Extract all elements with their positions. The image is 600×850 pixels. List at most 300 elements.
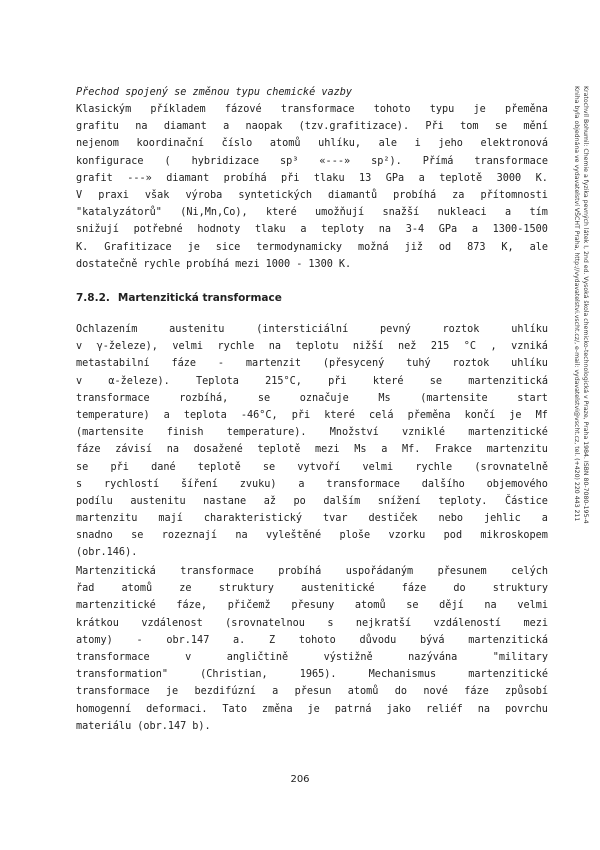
word: GPa [438, 224, 458, 236]
word: elektronová [480, 138, 548, 150]
text-line [76, 615, 548, 632]
text-line [76, 563, 548, 580]
word: se [494, 121, 508, 133]
word: K, [501, 241, 514, 253]
word: diamantů [328, 189, 378, 201]
word: i [414, 138, 421, 150]
word: nové [423, 686, 448, 698]
text-line [76, 424, 548, 441]
word: způsobí [505, 686, 548, 698]
word: transformace [326, 478, 400, 490]
word: 215°C, [265, 375, 302, 387]
word: transformace [474, 155, 548, 167]
word: fáze [401, 583, 427, 595]
word: dalším [323, 495, 361, 507]
word: důvodu [359, 634, 397, 646]
word: atomy) [76, 634, 113, 646]
word: do [453, 583, 466, 595]
word: potřebné [133, 224, 183, 236]
word: typu [429, 104, 455, 115]
word: celých [511, 566, 548, 577]
word: je [187, 241, 200, 253]
word: mezi [523, 617, 548, 629]
word: podílu [76, 495, 113, 507]
word: se [76, 461, 89, 473]
word: celá [368, 409, 394, 421]
page-number: 206 [290, 774, 310, 785]
paragraph-martensite-mechanism [76, 563, 548, 735]
word: tuhý [406, 358, 431, 370]
word: temperature) [76, 409, 150, 421]
text-line [76, 153, 548, 170]
word: rychle [415, 461, 453, 473]
word: je [165, 686, 179, 698]
text-line [76, 338, 548, 355]
word: teplotě [439, 172, 483, 184]
word: - [136, 634, 143, 646]
word: nejenom [76, 138, 119, 150]
word: finish [166, 427, 204, 439]
word: snažší [382, 207, 420, 219]
word: (Ni,Mn,Co), [180, 207, 248, 219]
text-line [76, 683, 548, 700]
word: diamant [163, 121, 207, 133]
word: K. [535, 172, 548, 184]
text-line [76, 718, 548, 735]
text-line [76, 239, 548, 256]
word: s [76, 478, 83, 490]
word: Mf. [402, 444, 421, 456]
word: 1965). [299, 669, 337, 681]
word: mají [158, 513, 183, 525]
word: vyleštěné [265, 530, 322, 542]
word: závisí [115, 444, 153, 456]
text-line [76, 187, 548, 204]
word: martenzitu [76, 513, 138, 525]
word: nukleaci [437, 207, 487, 219]
word: sice [215, 241, 241, 253]
word: (Christian, [200, 669, 268, 681]
word: a [163, 409, 170, 421]
word: (obr.147 [137, 720, 187, 732]
word: teploty. [438, 495, 488, 507]
word: teploty [321, 224, 365, 236]
text-line [76, 321, 548, 338]
word: výstižně [323, 651, 373, 663]
text-line [76, 544, 548, 561]
word: Klasickým [76, 104, 132, 115]
text-line [76, 135, 548, 152]
word: hybridizace [191, 155, 260, 167]
word: transformace [280, 104, 355, 115]
word: uhlíku, [318, 138, 362, 150]
word: naopak [245, 121, 283, 133]
word: austenitu [169, 324, 225, 335]
word: b). [192, 720, 211, 732]
word: Tato [222, 703, 247, 715]
word: velmi [362, 461, 394, 473]
word: sp³ [280, 155, 299, 167]
word: fáze [171, 358, 196, 370]
word: a [223, 121, 230, 133]
word: Z [269, 634, 276, 646]
word: patrná [334, 703, 372, 715]
word: GPa [385, 172, 405, 184]
word: již [404, 241, 423, 253]
word: ---» [127, 172, 152, 184]
word: transformace [76, 392, 150, 404]
word: K. [338, 258, 352, 270]
word: rychle [143, 258, 181, 270]
word: do [394, 686, 408, 698]
word: je [473, 104, 486, 115]
word: snížení [377, 495, 421, 507]
word: a [300, 224, 307, 236]
word: V [76, 189, 83, 201]
word: snižují [76, 224, 119, 236]
word: uhlíku [511, 324, 548, 335]
word: změna [261, 703, 293, 715]
word: od [438, 241, 452, 253]
word: vzdáleností [433, 617, 502, 629]
word: "katalyzátorů" [76, 207, 162, 219]
section-heading-text: Martenzitická transformace [117, 292, 282, 304]
section-heading-number: 7.8.2. [76, 292, 110, 304]
word: a [471, 224, 478, 236]
word: a [541, 513, 548, 525]
text-line [76, 459, 548, 476]
word: (martensite [76, 427, 144, 439]
word: na [235, 530, 248, 542]
word: praxi [98, 189, 129, 201]
text-line [76, 510, 548, 527]
word: teplotu [295, 341, 339, 353]
word: "military [492, 651, 548, 663]
word: austenitu [130, 495, 186, 507]
word: než [398, 341, 417, 353]
text-line [76, 476, 548, 493]
side-publication-note [566, 86, 594, 726]
word: na [135, 121, 148, 133]
section-title-block [76, 84, 548, 101]
word: -46°C, [240, 409, 278, 421]
word: rozeznají [161, 530, 217, 542]
word: Frakce [435, 444, 472, 456]
text-line [76, 597, 548, 614]
word: (obr.146). [76, 547, 138, 559]
word: s [327, 617, 334, 629]
word: jehlic [484, 513, 521, 525]
word: se [429, 375, 442, 387]
word: pod [443, 530, 463, 542]
word: přesun [294, 686, 332, 698]
word: °C [463, 341, 477, 353]
word: (tzv.grafitizace). [298, 121, 410, 133]
word: (srovnatelnou [225, 617, 305, 629]
word: při [291, 409, 311, 421]
word: teplotě [197, 461, 241, 473]
word: nebo [438, 513, 464, 525]
word: struktury [218, 583, 274, 595]
word: (přesycený [322, 358, 385, 370]
word: (srovnatelně [474, 461, 548, 473]
word: ( [164, 155, 171, 167]
word: při [110, 461, 129, 473]
word: dosažené [193, 444, 243, 456]
word: krátkou [76, 617, 119, 629]
word: materiálu [76, 720, 132, 732]
word: bývá [419, 634, 445, 646]
word: přičemž [227, 600, 271, 612]
word: dějí [439, 600, 464, 612]
word: α-železe). [108, 375, 170, 387]
text-line [76, 101, 548, 118]
paragraph-graphite-diamond [76, 101, 548, 273]
word: mění [523, 121, 548, 133]
word: výroba [185, 189, 223, 201]
word: se [131, 530, 144, 542]
word: vzorku [388, 530, 426, 542]
word: Ochlazením [76, 324, 138, 335]
word: Ms [378, 392, 391, 404]
word: 1000 [265, 258, 291, 270]
word: Martenzitická [76, 566, 156, 577]
word: velmi [517, 600, 548, 612]
word: tohoto [298, 634, 336, 646]
word: nastane [203, 495, 247, 507]
word: řad [76, 583, 95, 595]
word: označuje [299, 392, 349, 404]
text-line [76, 256, 548, 273]
word: ze [179, 583, 192, 595]
word: mezi [315, 444, 340, 456]
word: - [296, 258, 303, 270]
word: tohoto [373, 104, 411, 115]
word: a [381, 444, 388, 456]
word: - [217, 358, 224, 370]
word: transformation" [76, 669, 169, 681]
word: homogenní [76, 703, 132, 715]
word: diamant [166, 172, 210, 184]
word: za [452, 189, 465, 201]
word: grafitu [76, 121, 119, 133]
word: destiček [368, 513, 418, 525]
word: martenzitická [468, 634, 548, 646]
text-line [76, 407, 548, 424]
word: které [266, 207, 297, 219]
word: které [324, 409, 355, 421]
text-line [76, 649, 548, 666]
word: ploše [339, 530, 371, 542]
word: probíhá [186, 258, 230, 270]
word: koordinační [136, 138, 204, 150]
text-line [76, 118, 548, 135]
word: 3000 [496, 172, 522, 184]
word: uspořádaným [345, 566, 414, 577]
word: rychle [217, 341, 255, 353]
word: je [307, 703, 320, 715]
word: Teplota [195, 375, 239, 387]
text-line [76, 221, 548, 238]
word: charakteristický [203, 513, 302, 525]
word: pevný [380, 324, 411, 335]
text-line [76, 355, 548, 372]
word: teplota [183, 409, 227, 421]
word: Přímá [422, 155, 454, 167]
word: velmi [172, 341, 204, 353]
word: martenzit [245, 358, 302, 370]
word: zvuku) [239, 478, 277, 490]
word: jako [386, 703, 412, 715]
word: objemového [486, 478, 548, 490]
word: mikroskopem [480, 530, 548, 542]
word: při [328, 375, 347, 387]
word: Částice [504, 495, 548, 507]
word: termodynamicky [256, 241, 343, 253]
word: atomů [121, 583, 153, 595]
word: atomů [347, 686, 379, 698]
word: přesunem [437, 566, 487, 577]
word: (intersticiální [256, 324, 349, 335]
text-line [76, 170, 548, 187]
word: končí [464, 409, 496, 421]
word: po [293, 495, 306, 507]
word: možná [357, 241, 389, 253]
text-line [76, 204, 548, 221]
text-line [76, 580, 548, 597]
word: a [505, 207, 512, 219]
word: martenzitické [468, 669, 548, 681]
word: Při [425, 121, 444, 133]
word: probíhá [393, 189, 437, 201]
word: austenitické [301, 583, 375, 595]
word: start [517, 392, 548, 404]
word: deformaci. [146, 703, 208, 715]
word: atomů [269, 138, 301, 150]
word: transformace [180, 566, 254, 577]
word: a. [233, 634, 246, 646]
word: rychlostí [103, 478, 160, 490]
section-title: Přechod spojený se změnou typu chemické vazby [76, 87, 353, 98]
text-line [76, 373, 548, 390]
word: fáze, [176, 600, 208, 612]
word: se [406, 600, 419, 612]
word: na [378, 224, 392, 236]
word: přeměna [505, 104, 548, 115]
word: nazývána [408, 651, 458, 663]
word: 13 [359, 172, 372, 184]
word: roztok [442, 324, 480, 335]
word: probíhá [223, 172, 267, 184]
word: 3-4 [405, 224, 425, 236]
word: probíhá [278, 566, 322, 577]
word: mezi [235, 258, 260, 270]
text-line [76, 493, 548, 510]
word: a [298, 478, 305, 490]
word: se [257, 392, 271, 404]
paragraph-martensite-formation [76, 321, 548, 562]
word: fáze [464, 686, 489, 698]
word: roztok [452, 358, 490, 370]
section-heading [76, 292, 282, 304]
word: metastabilní [76, 358, 150, 370]
word: ale [378, 138, 398, 150]
word: konfigurace [76, 155, 144, 167]
word: K. [76, 241, 89, 253]
word: a [272, 686, 279, 698]
word: martenzitická [468, 375, 548, 387]
word: bezdifúzní [194, 686, 256, 698]
word: Ms [354, 444, 367, 456]
word: je [509, 409, 522, 421]
word: Grafitizace [104, 241, 172, 253]
word: v [76, 341, 83, 353]
word: uhlíku [511, 358, 548, 370]
word: šíření [181, 478, 218, 490]
word: vzdálenost [141, 617, 203, 629]
word: obr.147 [166, 634, 210, 646]
word: na [268, 341, 282, 353]
word: ale [529, 241, 548, 253]
word: přesuny [291, 600, 335, 612]
word: 1300-1500 [492, 224, 548, 236]
side-note-line-2: Kniha byla objednána ve vydavatelství VŠCHT Praha, http://vydavatelstvi.vscht.cz/, e-mail: vydavatelstvi@vscht.cz, tel. (+420) 220 443 211 [573, 86, 580, 522]
word: sp²). [371, 155, 402, 167]
word: přítomnosti [480, 189, 548, 201]
text-line [76, 527, 548, 544]
text-line [76, 390, 548, 407]
word: povrchu [504, 703, 548, 715]
word: , [490, 341, 497, 353]
text-line [76, 632, 548, 649]
word: tlaku [254, 224, 286, 236]
word: nižší [352, 341, 384, 353]
side-note-line-1: Kratochvíl Bohumil: Chemie a fyzika pevných látek I, 2nd ed. Vysoká škola chemicko-technologická v Praze, Praha 1984. ISBN 80-7080-195-4 [582, 86, 589, 524]
word: transformace [76, 686, 150, 698]
word: tím [529, 207, 548, 219]
word: na [484, 600, 497, 612]
word: vzniká [511, 341, 548, 353]
word: angličtině [226, 651, 289, 663]
word: vytvoří [297, 461, 341, 473]
word: temperature). [226, 427, 307, 439]
word: teplotě [257, 444, 301, 456]
word: Množství [329, 427, 379, 439]
word: 873 [467, 241, 486, 253]
word: dané [151, 461, 176, 473]
word: transformace [76, 651, 150, 663]
word: tlaku [313, 172, 345, 184]
word: přeměna [407, 409, 451, 421]
word: (martensite [420, 392, 488, 404]
word: syntetických [238, 189, 312, 201]
word: martenzitické [468, 427, 548, 439]
word: v [185, 651, 192, 663]
word: tom [460, 121, 479, 133]
word: fáze [76, 444, 101, 456]
word: reliéf [425, 703, 463, 715]
word: až [263, 495, 276, 507]
word: rozbíhá, [179, 392, 229, 404]
word: při [281, 172, 300, 184]
word: nejkratší [355, 617, 412, 629]
word: číslo [221, 138, 253, 150]
word: vzniklé [402, 427, 445, 439]
word: 215 [430, 341, 450, 353]
word: martenzitické [76, 600, 156, 612]
word: se [262, 461, 276, 473]
word: však [144, 189, 170, 201]
